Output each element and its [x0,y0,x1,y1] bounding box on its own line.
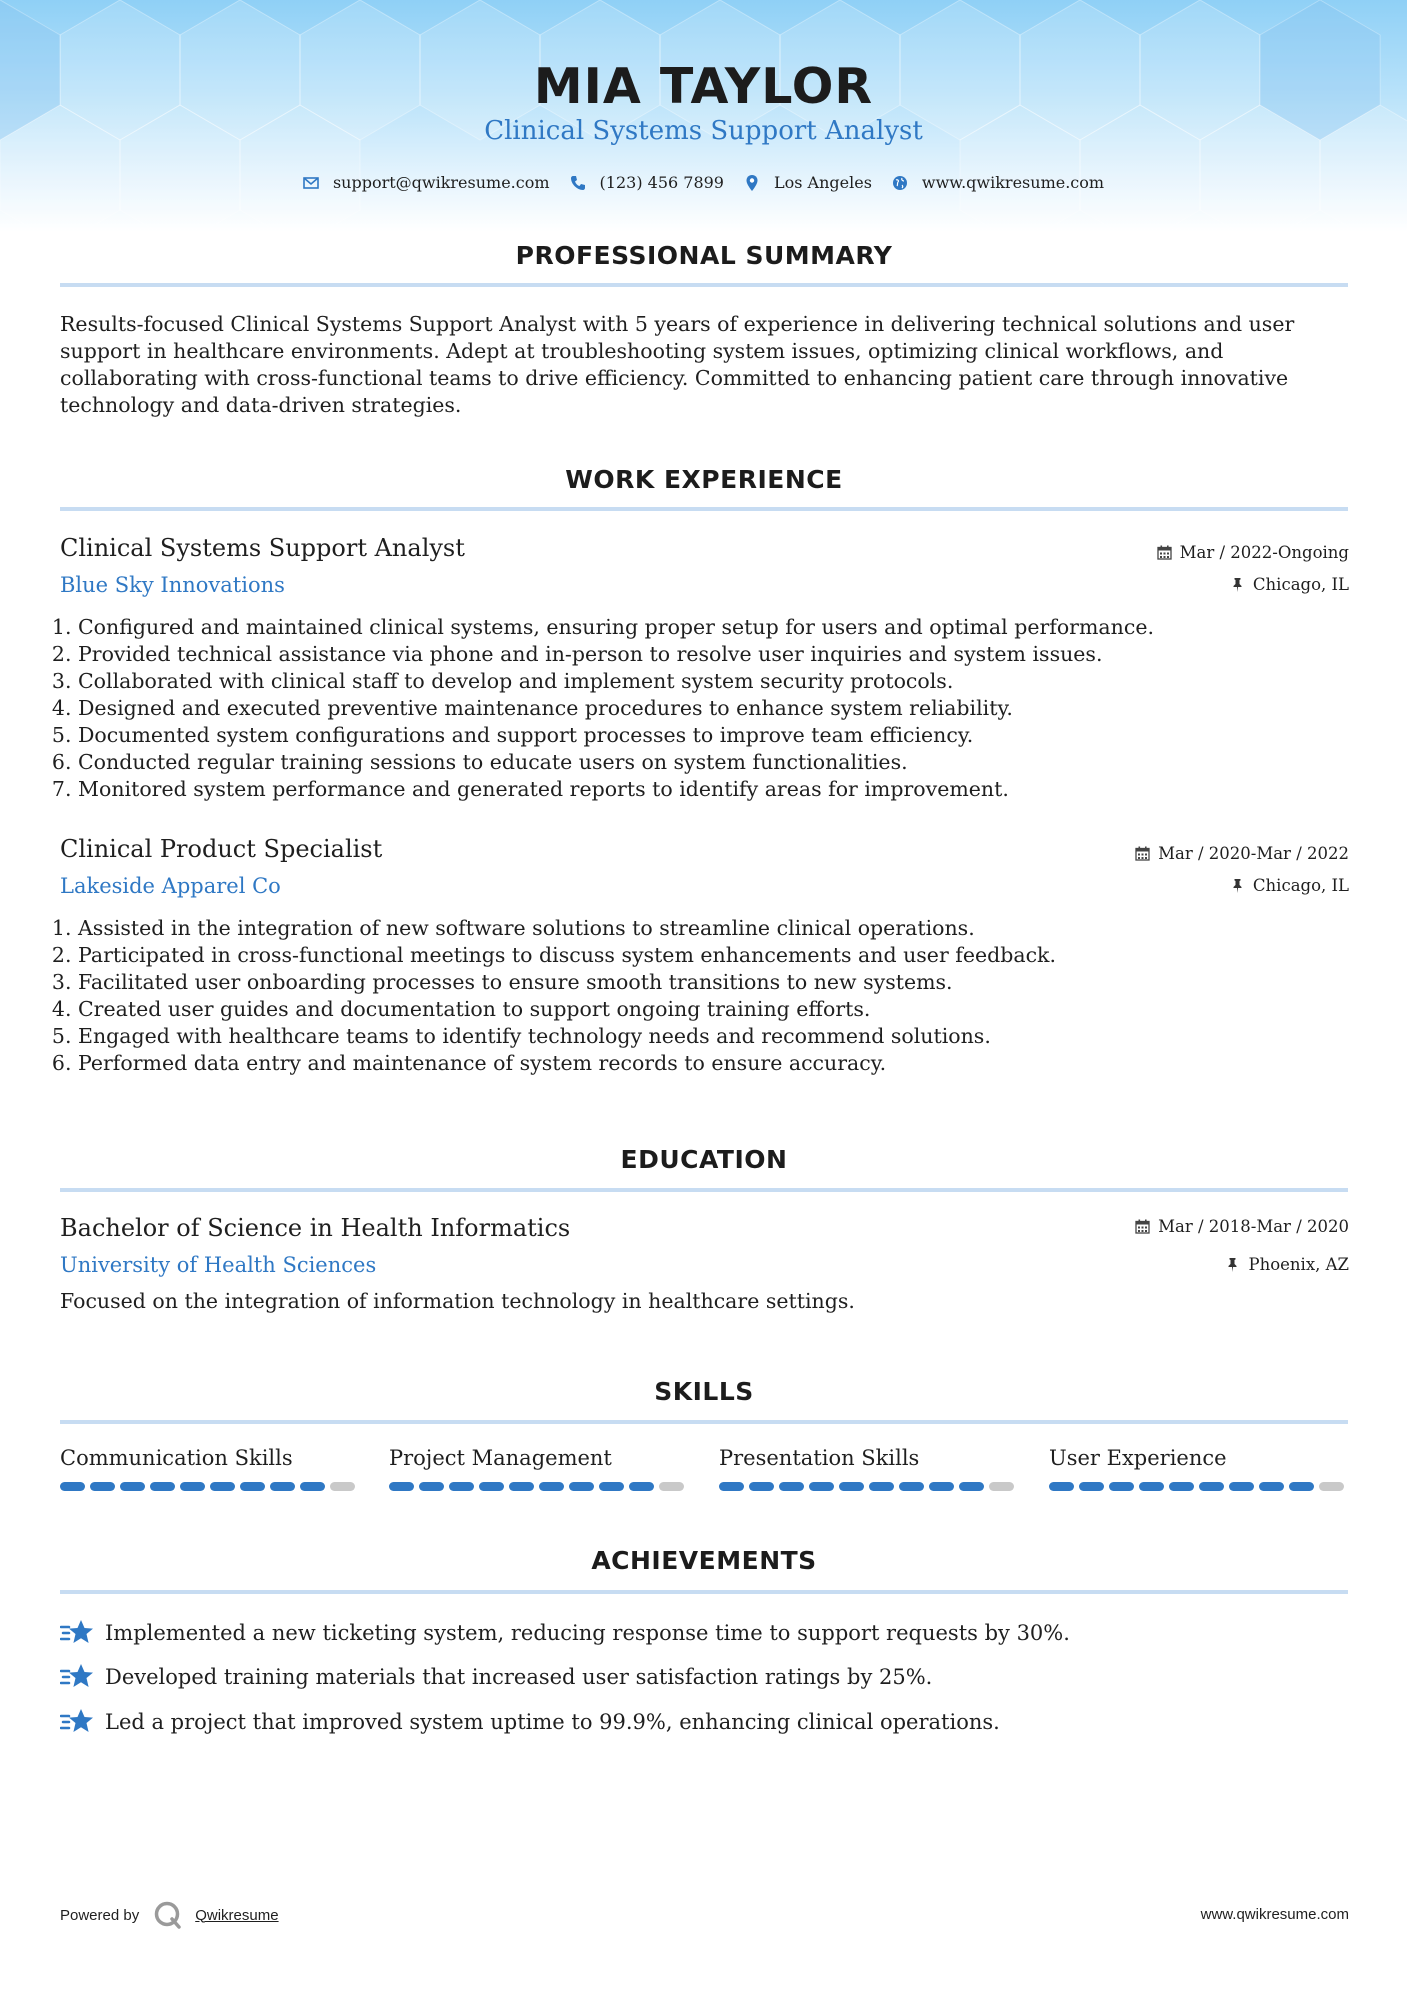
job-location-text: Chicago, IL [1252,575,1349,594]
achievement-text: Developed training materials that increased user satisfaction ratings by 25%. [105,1665,933,1689]
footer-website[interactable]: www.qwikresume.com [1200,1906,1349,1923]
skill-segment-filled [150,1482,175,1491]
list-item: 5. Engaged with healthcare teams to identify technology needs and recommend solutions. [78,1023,1278,1050]
contact-website[interactable] [892,173,1104,192]
education-location-text: Phoenix, AZ [1248,1255,1349,1274]
job-location-text: Chicago, IL [1252,876,1349,895]
star-icon [60,1707,94,1737]
skill-segment-filled [120,1482,145,1491]
skill-segment-filled [1229,1482,1254,1491]
calendar-icon [1157,545,1172,560]
job-company: Blue Sky Innovations [60,573,285,597]
skill-segment-filled [809,1482,834,1491]
summary-text: Results-focused Clinical Systems Support Analyst with 5 years of experience in delivering technical solutions and user support in healthcare environments. Adept at troubleshooting system issues, optimizing clinical workflows, and collaborating with cross-functional teams to drive efficiency. Committed to enhancing patient care through innovative technology and data-driven strategies. [60,312,1295,417]
education-heading: EDUCATION [620,1145,788,1174]
skill-level-bar [719,1482,1019,1491]
contact-phone[interactable] [570,173,724,192]
skill-segment-filled [869,1482,894,1491]
skill-segment-filled [1109,1482,1134,1491]
candidate-role: Clinical Systems Support Analyst [484,116,923,146]
location-text: Los Angeles [773,173,872,192]
list-item: 7. Monitored system performance and generated reports to identify areas for improvement. [78,776,1278,803]
pin-icon [1225,1257,1240,1272]
skill-item [60,1446,360,1491]
achievement-item [60,1662,932,1692]
calendar-icon [1135,1219,1150,1234]
job-dates [1157,543,1349,562]
skill-segment-filled [1199,1482,1224,1491]
qwikresume-logo [153,1900,183,1930]
skill-segment-filled [300,1482,325,1491]
brand-link[interactable]: Qwikresume [195,1906,279,1924]
skill-segment-filled [90,1482,115,1491]
globe-icon [892,175,908,191]
skill-segment-filled [1289,1482,1314,1491]
phone-icon [570,175,586,191]
list-item: 3. Facilitated user onboarding processes to ensure smooth transitions to new systems. [78,969,1278,996]
skill-segment-filled [539,1482,564,1491]
skill-segment-filled [899,1482,924,1491]
job-dates-text: Mar / 2022-Ongoing [1179,543,1349,562]
skill-segment-filled [1259,1482,1284,1491]
education-description: Focused on the integration of information technology in healthcare settings. [60,1289,855,1313]
list-item: 2. Participated in cross-functional meetings to discuss system enhancements and user feedback. [78,942,1278,969]
summary-heading: PROFESSIONAL SUMMARY [515,241,893,270]
skill-segment-filled [210,1482,235,1491]
skill-segment-filled [929,1482,954,1491]
skill-level-bar [60,1482,360,1491]
achievement-item [60,1618,1070,1648]
skill-segment-empty [989,1482,1014,1491]
job-dates [1135,844,1349,863]
list-item: 4. Created user guides and documentation to support ongoing training efforts. [78,996,1278,1023]
skill-segment-filled [270,1482,295,1491]
contact-email[interactable] [303,173,550,192]
achievement-text: Implemented a new ticketing system, reducing response time to support requests by 30%. [105,1621,1070,1645]
education-school: University of Health Sciences [60,1253,377,1277]
list-item: 1. Assisted in the integration of new software solutions to streamline clinical operations. [78,915,1278,942]
pin-icon [1230,878,1245,893]
candidate-name: MIA TAYLOR [533,58,874,115]
list-item: 6. Conducted regular training sessions to educate users on system functionalities. [78,749,1278,776]
job-location [1230,876,1349,895]
skill-segment-filled [569,1482,594,1491]
skill-segment-filled [389,1482,414,1491]
contact-location [744,173,872,192]
skill-segment-filled [719,1482,744,1491]
summary-divider [60,283,1348,287]
experience-divider [60,507,1348,511]
job-company: Lakeside Apparel Co [60,874,281,898]
list-item: 5. Documented system configurations and support processes to improve team efficiency. [78,722,1278,749]
skill-item [719,1446,1019,1491]
skill-segment-filled [839,1482,864,1491]
skill-segment-filled [180,1482,205,1491]
contact-bar [0,173,1407,192]
achievement-text: Led a project that improved system uptime to 99.9%, enhancing clinical operations. [105,1710,1000,1734]
job-title: Clinical Systems Support Analyst [60,534,465,562]
skill-segment-filled [60,1482,85,1491]
achievement-item [60,1707,1000,1737]
list-item: 3. Collaborated with clinical staff to develop and implement system security protocols. [78,668,1278,695]
skill-segment-filled [629,1482,654,1491]
list-item: 4. Designed and executed preventive maintenance procedures to enhance system reliability. [78,695,1278,722]
calendar-icon [1135,846,1150,861]
skill-segment-filled [1139,1482,1164,1491]
skill-name: Project Management [389,1446,612,1470]
education-dates [1135,1217,1349,1236]
pin-icon [1230,577,1245,592]
education-divider [60,1188,1348,1192]
job-dates-text: Mar / 2020-Mar / 2022 [1158,844,1349,863]
skill-segment-filled [779,1482,804,1491]
skill-name: Presentation Skills [719,1446,920,1470]
skill-segment-filled [959,1482,984,1491]
achievements-divider [60,1590,1348,1594]
skill-segment-filled [240,1482,265,1491]
experience-heading: WORK EXPERIENCE [565,465,843,494]
achievements-heading: ACHIEVEMENTS [591,1546,817,1575]
phone-text: (123) 456 7899 [599,173,724,192]
skill-item [389,1446,689,1491]
list-item: 6. Performed data entry and maintenance of system records to ensure accuracy. [78,1050,1278,1077]
footer-powered-by [60,1900,279,1930]
map-marker-icon [744,175,760,191]
skill-level-bar [1049,1482,1349,1491]
powered-by-text: Powered by [60,1906,140,1924]
skill-segment-filled [749,1482,774,1491]
job-responsibilities [56,614,1278,803]
skill-item [1049,1446,1349,1491]
skills-heading: SKILLS [654,1377,754,1406]
job-location [1230,575,1349,594]
education-degree: Bachelor of Science in Health Informatics [60,1214,571,1242]
skill-segment-filled [479,1482,504,1491]
job-responsibilities [56,915,1278,1077]
skill-segment-empty [330,1482,355,1491]
skill-segment-filled [1169,1482,1194,1491]
skill-name: Communication Skills [60,1446,293,1470]
star-icon [60,1662,94,1692]
website-text: www.qwikresume.com [921,173,1105,192]
job-title: Clinical Product Specialist [60,835,383,863]
list-item: 1. Configured and maintained clinical systems, ensuring proper setup for users and optimal performance. [78,614,1278,641]
education-dates-text: Mar / 2018-Mar / 2020 [1158,1217,1349,1236]
skill-level-bar [389,1482,689,1491]
skill-segment-empty [1319,1482,1344,1491]
star-icon [60,1618,94,1648]
skill-segment-filled [1079,1482,1104,1491]
education-location [1225,1255,1349,1274]
list-item: 2. Provided technical assistance via phone and in-person to resolve user inquiries and system issues. [78,641,1278,668]
skills-divider [60,1420,1348,1424]
skill-segment-filled [449,1482,474,1491]
skill-name: User Experience [1049,1446,1227,1470]
email-text: support@qwikresume.com [332,173,550,192]
skill-segment-empty [659,1482,684,1491]
envelope-icon [303,175,319,191]
skill-segment-filled [509,1482,534,1491]
skill-segment-filled [1049,1482,1074,1491]
skill-segment-filled [599,1482,624,1491]
skill-segment-filled [419,1482,444,1491]
